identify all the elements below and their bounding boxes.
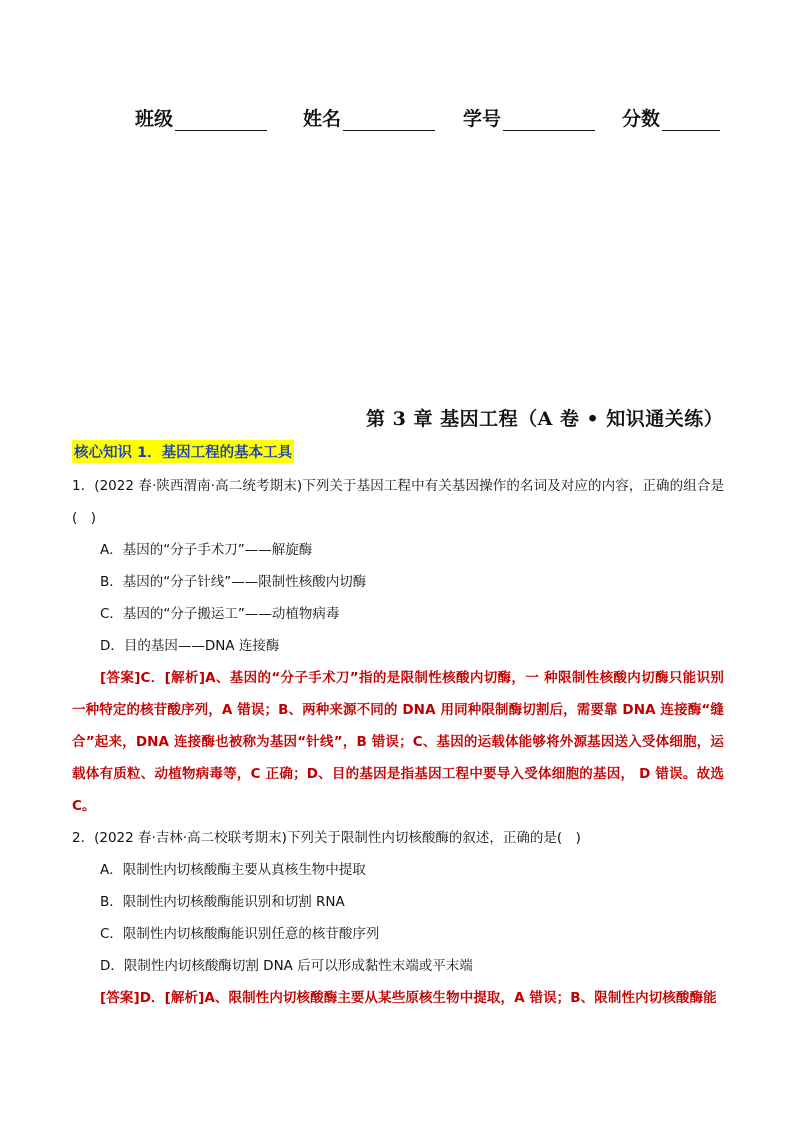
question-1 xyxy=(72,470,724,822)
answer-explanation: [答案]C．[解析]A、基因的“分子手术刀”指的是限制性核酸内切酶，一 种限制性核酸内切酶只能识别一种特定的核苷酸序列，A 错误；B、两种来源不同的 DNA 用同种限制酶切割后，需要靠 DNA 连接酶“缝合”起来，DNA 连接酶也被称为基因“针线”，B 错误；C、基因的运载体能够将外源基因送入受体细胞，运载体有质粒、动植物病毒等，C 正确；D、目的基因是指基因工程中要导入受体细胞的基因， D 错误。故选 C。 xyxy=(72,670,724,814)
class-blank xyxy=(175,110,267,131)
score-blank xyxy=(662,110,720,131)
score-field xyxy=(622,104,720,131)
option-d: D．限制性内切核酸酶切割 DNA 后可以形成黏性末端或平末端 xyxy=(100,958,473,974)
student-info-line xyxy=(0,104,794,132)
class-field xyxy=(135,104,267,131)
question-2 xyxy=(72,822,724,1014)
chapter-title: 第 3 章 基因工程（A 卷 • 知识通关练） xyxy=(366,408,724,430)
student-number-label: 学号 xyxy=(463,108,502,130)
name-label: 姓名 xyxy=(303,108,342,130)
option-b: B．限制性内切核酸酶能识别和切割 RNA xyxy=(100,894,345,910)
name-blank xyxy=(343,110,435,131)
question-stem: 2．(2022 春·吉林·高二校联考期末)下列关于限制性内切核酸酶的叙述，正确的是( ) xyxy=(72,830,581,846)
option-a: A．限制性内切核酸酶主要从真核生物中提取 xyxy=(100,862,366,878)
option-d: D．目的基因——DNA 连接酶 xyxy=(100,638,280,654)
section-title: 核心知识 1．基因工程的基本工具 xyxy=(72,440,294,463)
score-label: 分数 xyxy=(622,108,661,130)
name-field xyxy=(303,104,435,131)
question-stem: 1．(2022 春·陕西渭南·高二统考期末)下列关于基因工程中有关基因操作的名词及对应的内容，正确的组合是( ) xyxy=(72,478,724,526)
option-c: C．限制性内切核酸酶能识别任意的核苷酸序列 xyxy=(100,926,380,942)
option-a: A．基因的“分子手术刀”——解旋酶 xyxy=(100,542,313,558)
answer-explanation: [答案]D．[解析]A、限制性内切核酸酶主要从某些原核生物中提取，A 错误；B、限制性内切核酸酶能 xyxy=(100,990,717,1006)
student-number-blank xyxy=(503,110,595,131)
student-number-field xyxy=(463,104,595,131)
option-c: C．基因的“分子搬运工”——动植物病毒 xyxy=(100,606,340,622)
class-label: 班级 xyxy=(135,108,174,130)
option-b: B．基因的“分子针线”——限制性核酸内切酶 xyxy=(100,574,367,590)
question-list xyxy=(72,470,724,1014)
